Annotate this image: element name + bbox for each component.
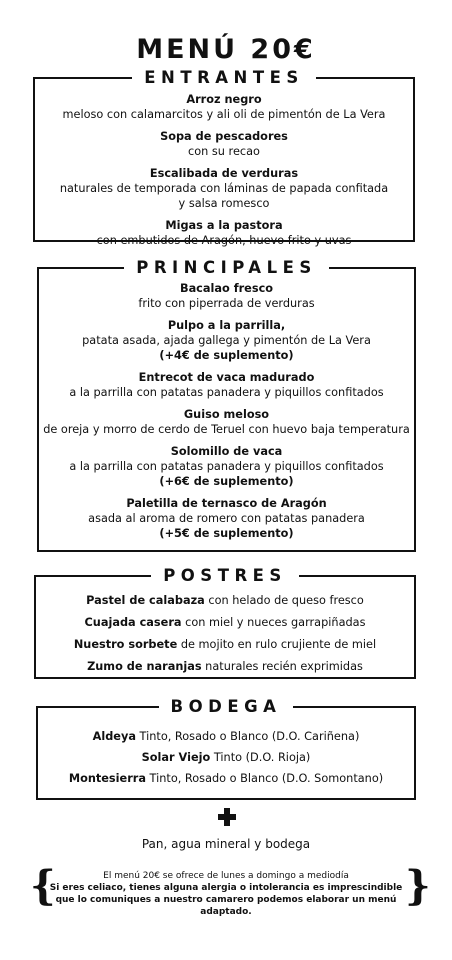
dish-description: a la parrilla con patatas panadera y piquillos confitados [69, 460, 384, 473]
bodega-section [36, 697, 416, 800]
dish-description: con su recao [188, 145, 260, 158]
right-brace: } [405, 862, 431, 909]
dish-name: Migas a la pastora [165, 219, 283, 232]
dish-name: Solomillo de vaca [170, 445, 283, 458]
dessert-name: Nuestro sorbete [73, 638, 178, 651]
wine-item [38, 771, 414, 786]
wine-name: Solar Viejo [141, 751, 211, 764]
postres-section [34, 566, 416, 679]
dish-name: Escalibada de verduras [149, 167, 299, 180]
principal-item [39, 496, 414, 541]
supplement-note: (+5€ de suplemento) [159, 527, 294, 540]
dish-name: Pulpo a la parrilla, [167, 319, 286, 332]
wine-item [38, 750, 414, 765]
principal-item [39, 407, 414, 437]
menu-title: MENÚ 20€ [136, 34, 316, 65]
dish-description: meloso con calamarcitos y ali oli de pimentón de La Vera [62, 108, 386, 121]
supplement-note: (+4€ de suplemento) [159, 349, 294, 362]
footer-note [46, 870, 406, 918]
plus-icon [218, 808, 236, 826]
bodega-heading: BODEGA [159, 697, 294, 716]
entrantes-section [33, 68, 415, 247]
dish-description: asada al aroma de romero con patatas panadera [88, 512, 365, 525]
dish-name: Guiso meloso [183, 408, 270, 421]
dessert-description: con miel y nueces garrapiñadas [181, 616, 366, 629]
wine-item [38, 729, 414, 744]
wine-name: Aldeya [92, 730, 136, 743]
entrante-item [35, 92, 413, 122]
dish-name: Arroz negro [186, 93, 262, 106]
postre-item [36, 659, 414, 674]
wine-name: Montesierra [68, 772, 146, 785]
dish-description: con embutidos de Aragón, huevo frito y uvas [96, 234, 352, 247]
note-line: que lo comuniques a nuestro camarero podemos elaborar un menú adaptado. [55, 895, 397, 917]
postres-heading: POSTRES [151, 566, 299, 585]
principal-item [39, 318, 414, 363]
principales-section [37, 258, 416, 552]
entrante-item [35, 218, 413, 248]
dish-description: de oreja y morro de cerdo de Teruel con huevo baja temperatura [43, 423, 410, 436]
principal-item [39, 444, 414, 489]
dessert-name: Zumo de naranjas [87, 660, 202, 673]
left-brace: { [30, 862, 56, 909]
supplement-note: (+6€ de suplemento) [159, 475, 294, 488]
wine-description: Tinto, Rosado o Blanco (D.O. Cariñena) [135, 730, 360, 743]
postre-item [36, 593, 414, 608]
dish-description: y salsa romesco [178, 197, 270, 210]
postre-item [36, 637, 414, 652]
dish-description: a la parrilla con patatas panadera y piquillos confitados [69, 386, 384, 399]
postre-item [36, 615, 414, 630]
principales-heading: PRINCIPALES [124, 258, 329, 277]
principal-item [39, 370, 414, 400]
dessert-description: naturales recién exprimidas [201, 660, 363, 673]
entrantes-heading: ENTRANTES [132, 68, 316, 87]
entrante-item [35, 166, 413, 211]
wine-description: Tinto (D.O. Rioja) [210, 751, 311, 764]
dish-name: Sopa de pescadores [160, 130, 288, 143]
dessert-description: de mojito en rulo crujiente de miel [177, 638, 377, 651]
dish-description: frito con piperrada de verduras [138, 297, 315, 310]
dish-name: Entrecot de vaca madurado [138, 371, 315, 384]
note-line: Si eres celiaco, tienes alguna alergia o intolerancia es imprescindible [49, 883, 403, 893]
dish-name: Paletilla de ternasco de Aragón [126, 497, 327, 510]
included-text: Pan, agua mineral y bodega [141, 837, 311, 851]
dessert-description: con helado de queso fresco [204, 594, 364, 607]
note-line: El menú 20€ se ofrece de lunes a domingo a mediodía [103, 871, 349, 881]
principal-item [39, 281, 414, 311]
dessert-name: Pastel de calabaza [86, 594, 205, 607]
dish-name: Bacalao fresco [179, 282, 274, 295]
dessert-name: Cuajada casera [84, 616, 182, 629]
entrante-item [35, 129, 413, 159]
dish-description: naturales de temporada con láminas de papada confitada [59, 182, 389, 195]
dish-description: patata asada, ajada gallega y pimentón de La Vera [82, 334, 371, 347]
wine-description: Tinto, Rosado o Blanco (D.O. Somontano) [145, 772, 384, 785]
